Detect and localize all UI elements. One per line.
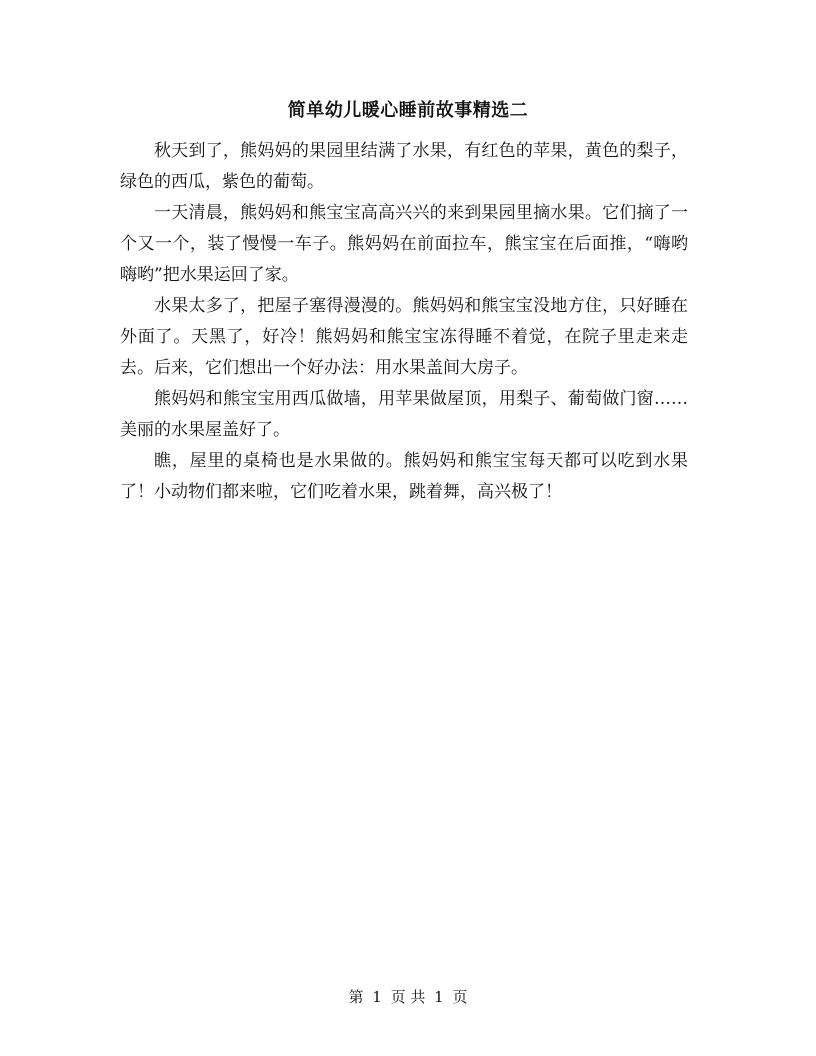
page-total: 1	[434, 988, 444, 1006]
page-label-prefix: 第	[348, 988, 364, 1006]
page-label-suffix: 页	[452, 988, 468, 1006]
paragraph-2: 一天清晨，熊妈妈和熊宝宝高高兴兴的来到果园里摘水果。它们摘了一个又一个，装了慢慢一车子。熊妈妈在前面拉车，熊宝宝在后面推，“嗨哟嗨哟”把水果运回了家。	[120, 203, 688, 285]
document-title: 简单幼儿暖心睡前故事精选二	[287, 100, 529, 121]
paragraph-4: 熊妈妈和熊宝宝用西瓜做墙，用苹果做屋顶，用梨子、葡萄做门窗……美丽的水果屋盖好了。	[120, 389, 688, 440]
page-footer	[0, 986, 816, 1007]
page-label-mid: 页 共	[390, 988, 426, 1006]
page-number: 1	[372, 988, 382, 1006]
paragraph-3: 水果太多了，把屋子塞得漫漫的。熊妈妈和熊宝宝没地方住，只好睡在外面了。天黑了，好冷！熊妈妈和熊宝宝冻得睡不着觉，在院子里走来走去。后来，它们想出一个好办法：用水果盖间大房子。	[120, 296, 688, 378]
paragraph-5: 瞧，屋里的桌椅也是水果做的。熊妈妈和熊宝宝每天都可以吃到水果了！小动物们都来啦，它们吃着水果，跳着舞，高兴极了！	[120, 451, 688, 502]
paragraph-1: 秋天到了，熊妈妈的果园里结满了水果，有红色的苹果，黄色的梨子，绿色的西瓜，紫色的葡萄。	[120, 141, 688, 192]
document-body	[120, 136, 688, 508]
